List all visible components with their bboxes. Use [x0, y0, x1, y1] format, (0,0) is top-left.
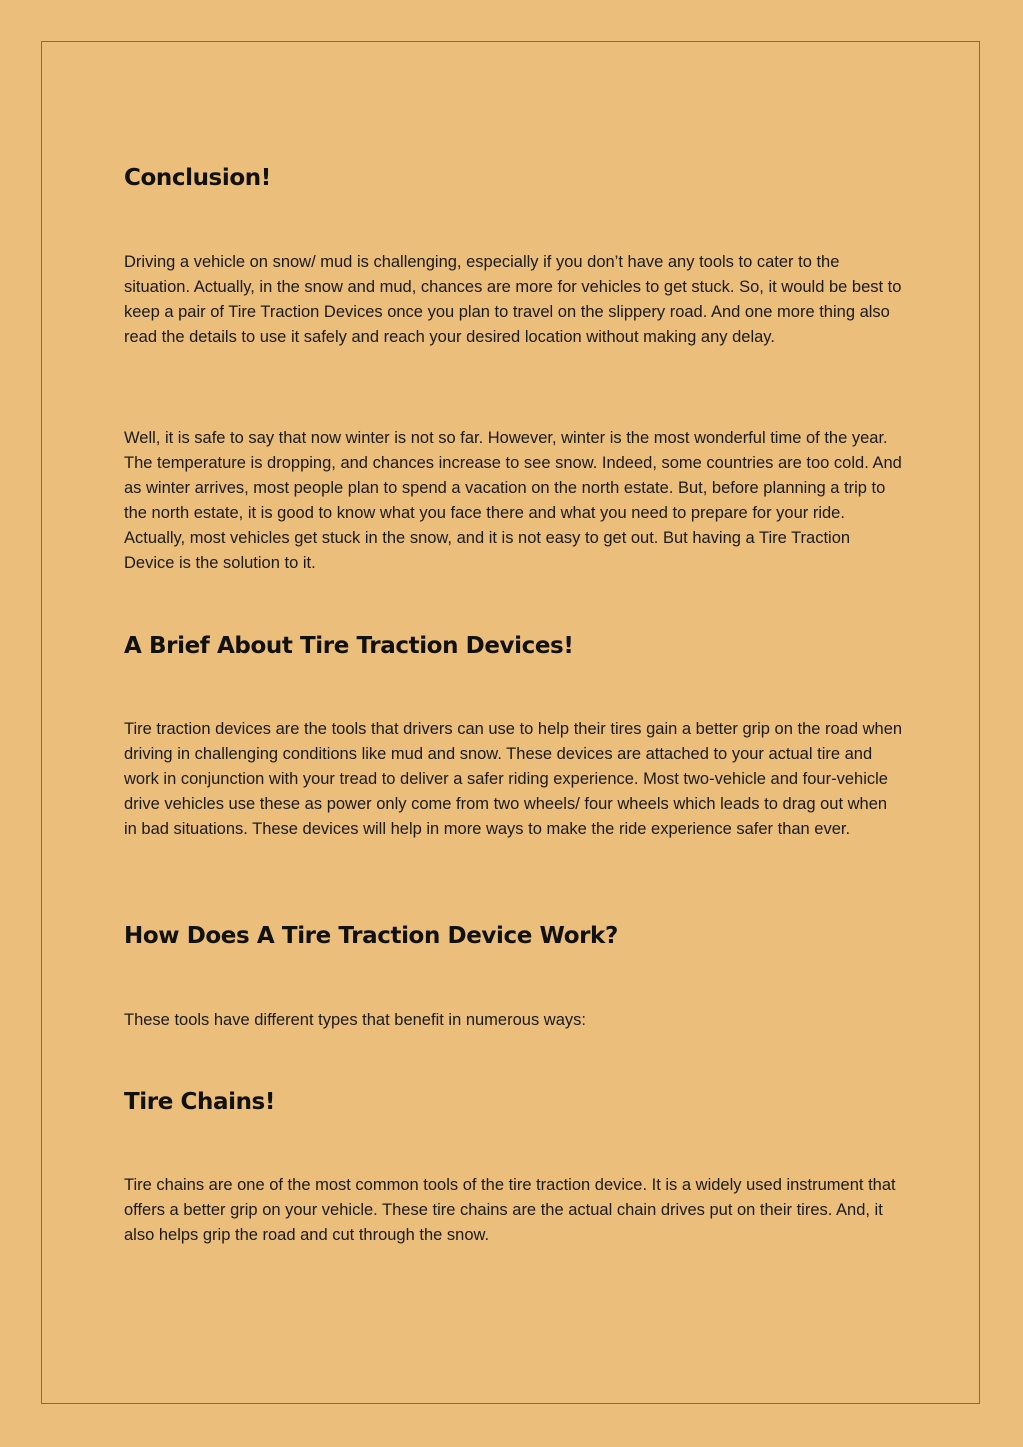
paragraph-conclusion-1: Driving a vehicle on snow/ mud is challenging, especially if you don’t have any tools to cater to the situation. Actually, in the snow and mud, chances are more for vehicles to get stuck. So, it would be best to keep a pair of Tire Traction Devices once you plan to travel on the slippery road. And one more thing also read the details to use it safely and reach your desired location without making any delay.: [124, 253, 902, 346]
heading-how-does-it-work: How Does A Tire Traction Device Work?: [124, 923, 618, 949]
paragraph-brief-about: Tire traction devices are the tools that drivers can use to help their tires gain a better grip on the road when driving in challenging conditions like mud and snow. These devices are attached to your actual tire and work in conjunction with your tread to deliver a safer riding experience. Most two-vehicle and four-vehicle drive vehicles use these as power only come from two wheels/ four wheels which leads to drag out when in bad situations. These devices will help in more ways to make the ride experience safer than ever.: [124, 720, 903, 838]
paragraph-tire-chains: Tire chains are one of the most common tools of the tire traction device. It is a widely used instrument that offers a better grip on your vehicle. These tire chains are the actual chain drives put on their tires. And, it also helps grip the road and cut through the snow.: [124, 1176, 896, 1244]
heading-tire-chains: Tire Chains!: [124, 1089, 275, 1115]
paragraph-conclusion-2: Well, it is safe to say that now winter is not so far. However, winter is the most wonderful time of the year. The temperature is dropping, and chances increase to see snow. Indeed, some countries are too cold. And as winter arrives, most people plan to spend a vacation on the north estate. But, before planning a trip to the north estate, it is good to know what you face there and what you need to prepare for your ride. Actually, most vehicles get stuck in the snow, and it is not easy to get out. But having a Tire Traction Device is the solution to it.: [124, 429, 902, 572]
heading-conclusion: Conclusion!: [124, 165, 271, 191]
heading-brief-about: A Brief About Tire Traction Devices!: [124, 633, 574, 659]
paragraph-how-does-it-work: These tools have different types that benefit in numerous ways:: [124, 1011, 586, 1029]
